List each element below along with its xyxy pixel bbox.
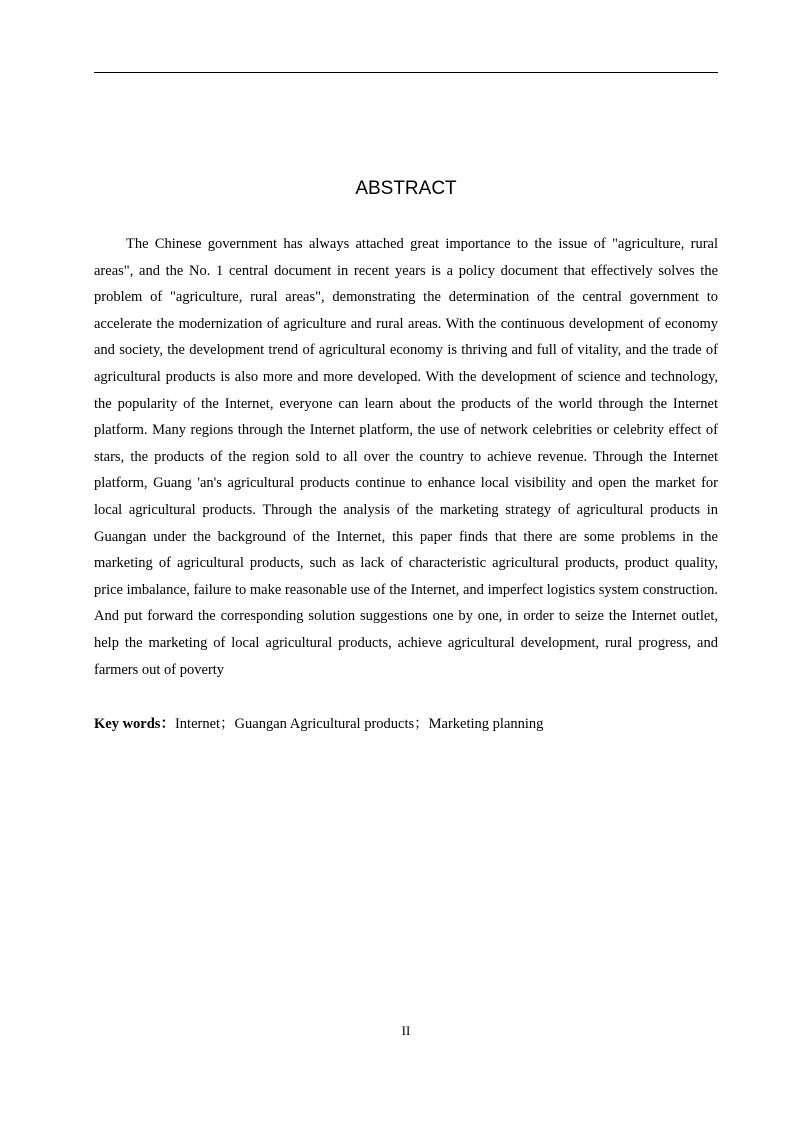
page-number: II bbox=[401, 1023, 411, 1038]
keywords-label: Key words： bbox=[94, 716, 175, 732]
keywords-line bbox=[94, 711, 718, 737]
header-rule bbox=[94, 72, 718, 73]
abstract-body: The Chinese government has always attached great importance to the issue of "agriculture, rural areas", and the No. 1 central document in recent years is a policy document that effectively solves the problem of "agriculture, rural areas", demonstrating the determination of the central government to accelerate the modernization of agriculture and rural areas. With the continuous development of economy and society, the development trend of agricultural economy is thriving and full of vitality, and the trade of agricultural products is also more and more developed. With the development of science and technology, the popularity of the Internet, everyone can learn about the products of the world through the Internet platform. Many regions through the Internet platform, the use of network celebrities or celebrity effect of stars, the products of the region sold to all over the country to achieve revenue. Through the Internet platform, Guang 'an's agricultural products continue to enhance local visibility and open the market for local agricultural products. Through the analysis of the marketing strategy of agricultural products in Guangan under the background of the Internet, this paper finds that there are some problems in the marketing of agricultural products, such as lack of characteristic agricultural products, product quality, price imbalance, failure to make reasonable use of the Internet, and imperfect logistics system construction. And put forward the corresponding solution suggestions one by one, in order to seize the Internet outlet, help the marketing of local agricultural products, achieve agricultural development, rural progress, and farmers out of poverty bbox=[94, 236, 718, 678]
abstract-title: ABSTRACT bbox=[355, 178, 457, 199]
keywords-value: Internet；Guangan Agricultural products；Marketing planning bbox=[174, 716, 544, 732]
